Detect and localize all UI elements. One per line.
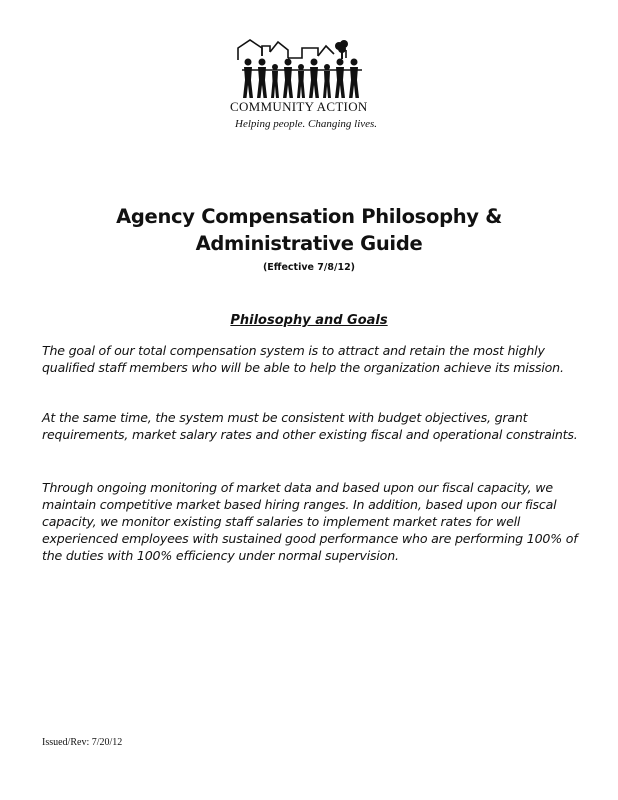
document-title-line-2: Administrative Guide [195,232,423,255]
paragraph: At the same time, the system must be consistent with budget objectives, grant requirements, market salary rates and other existing fiscal and operational constraints. [42,410,578,442]
community-action-logo [222,38,382,148]
logo-tagline: Helping people. Changing lives. [235,118,378,130]
logo-name: COMMUNITY ACTION [230,99,368,114]
paragraph: The goal of our total compensation system is to attract and retain the most highly qualified staff members who will be able to help the organization achieve its mission. [42,343,564,375]
issued-revision-footer: Issued/Rev: 7/20/12 [42,737,123,748]
paragraph: Through ongoing monitoring of market data and based upon our fiscal capacity, we maintain competitive market based hiring ranges. In addition, based upon our fiscal capacity, we monitor existing staff salaries to implement market rates for well experienced employees with sustained good performance who are performing 100% of the duties with 100% efficiency under normal supervision. [42,480,578,563]
section-heading: Philosophy and Goals [230,313,388,328]
document-title-line-1: Agency Compensation Philosophy & [116,205,502,228]
community-action-people-icon [222,38,382,98]
effective-date: (Effective 7/8/12) [262,262,356,273]
